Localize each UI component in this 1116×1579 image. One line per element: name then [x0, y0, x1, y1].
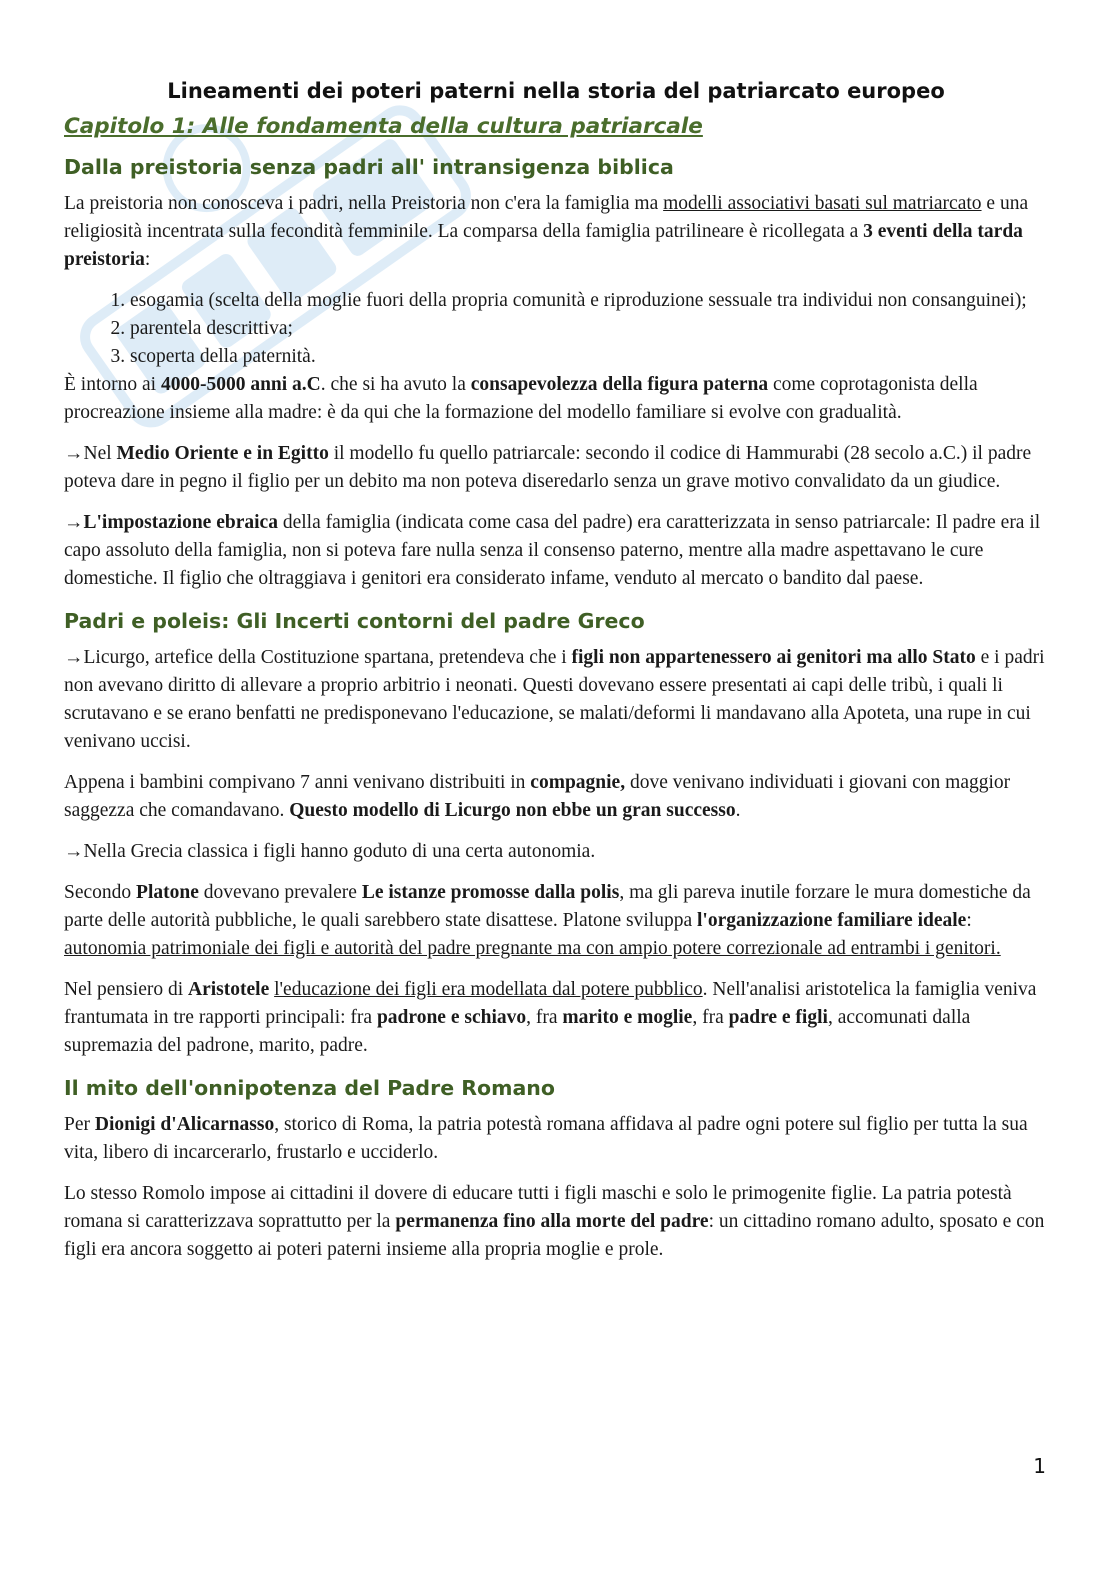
arrow-icon: →: [64, 512, 84, 533]
paragraph: Per Dionigi d'Alicarnasso, storico di Roma, la patria potestà romana affidava al padre ogni potere sul figlio per tutta la sua vita, libero di incarcerarlo, frustarlo e ucciderlo.: [64, 1114, 1028, 1163]
section-heading: Dalla preistoria senza padri all' intransigenza biblica: [64, 155, 674, 179]
arrow-icon: →: [64, 841, 84, 862]
page-number: 1: [1033, 1454, 1046, 1478]
section-heading: Il mito dell'onnipotenza del Padre Romano: [64, 1076, 555, 1100]
paragraph: Appena i bambini compivano 7 anni venivano distribuiti in compagnie, dove venivano individuati i giovani con maggior saggezza che comandavano. Questo modello di Licurgo non ebbe un gran successo.: [64, 772, 1011, 821]
document-content: [64, 76, 1048, 1277]
paragraph: →Nella Grecia classica i figli hanno goduto di una certa autonomia.: [64, 841, 596, 862]
list-item: 3. scoperta della paternità.: [130, 343, 1048, 371]
paragraph: →Licurgo, artefice della Costituzione spartana, pretendeva che i figli non appartenessero ai genitori ma allo Stato e i padri non avevano diritto di allevare a proprio arbitrio i neonati. Questi dovevano essere presentati ai capi delle tribù, i quali li scrutavano e se erano benfatti ne predisponevano l'educazione, se malati/deformi li mandavano alla Apoteta, una rupe in cui venivano uccisi.: [64, 647, 1045, 752]
list-item: 1. esogamia (scelta della moglie fuori della propria comunità e riproduzione sessuale tra individui non consanguinei);: [130, 287, 1048, 315]
section-heading: Padri e poleis: Gli Incerti contorni del padre Greco: [64, 609, 645, 633]
arrow-icon: →: [64, 647, 84, 668]
paragraph: Secondo Platone dovevano prevalere Le istanze promosse dalla polis, ma gli pareva inutile forzare le mura domestiche da parte delle autorità pubbliche, le quali sarebbero state disattese. Platone sviluppa l'organizzazione familiare ideale: autonomia patrimoniale dei figli e autorità del padre pregnante ma con ampio potere correzionale ad entrambi i genitori.: [64, 882, 1031, 959]
paragraph: È intorno ai 4000-5000 anni a.C. che si ha avuto la consapevolezza della figura paterna come coprotagonista della procreazione insieme alla madre: è da qui che la formazione del modello familiare si evolve con gradualità.: [64, 374, 978, 423]
paragraph: →Nel Medio Oriente e in Egitto il modello fu quello patriarcale: secondo il codice di Hammurabi (28 secolo a.C.) il padre poteva dare in pegno il figlio per un debito ma non poteva diseredarlo senza un grave motivo convalidato da un giudice.: [64, 443, 1032, 492]
paragraph: Lo stesso Romolo impose ai cittadini il dovere di educare tutti i figli maschi e solo le primogenite figlie. La patria potestà romana si caratterizzava soprattutto per la permanenza fino alla morte del padre: un cittadino romano adulto, sposato e con figli era ancora soggetto ai poteri paterni insieme alla propria moglie e prole.: [64, 1183, 1045, 1260]
paragraph: Nel pensiero di Aristotele l'educazione dei figli era modellata dal potere pubblico. Nell'analisi aristotelica la famiglia veniva frantumata in tre rapporti principali: fra padrone e schiavo, fra marito e moglie, fra padre e figli, accomunati dalla supremazia del padrone, marito, padre.: [64, 979, 1037, 1056]
page-title: Lineamenti dei poteri paterni nella storia del patriarcato europeo: [167, 79, 945, 103]
paragraph: La preistoria non conosceva i padri, nella Preistoria non c'era la famiglia ma modelli associativi basati sul matriarcato e una religiosità incentrata sulla fecondità femminile. La comparsa della famiglia patrilineare è ricollegata a 3 eventi della tarda preistoria:: [64, 193, 1029, 270]
numbered-list: [64, 287, 1048, 371]
list-item: 2. parentela descrittiva;: [130, 315, 1048, 343]
arrow-icon: →: [64, 443, 84, 464]
paragraph: →L'impostazione ebraica della famiglia (indicata come casa del padre) era caratterizzata in senso patriarcale: Il padre era il capo assoluto della famiglia, non si poteva fare nulla senza il consenso paterno, mentre alla madre aspettavano le cure domestiche. Il figlio che oltraggiava i genitori era considerato infame, venduto al mercato o bandito dal paese.: [64, 512, 1041, 589]
chapter-heading: Capitolo 1: Alle fondamenta della cultura patriarcale: [64, 114, 703, 139]
